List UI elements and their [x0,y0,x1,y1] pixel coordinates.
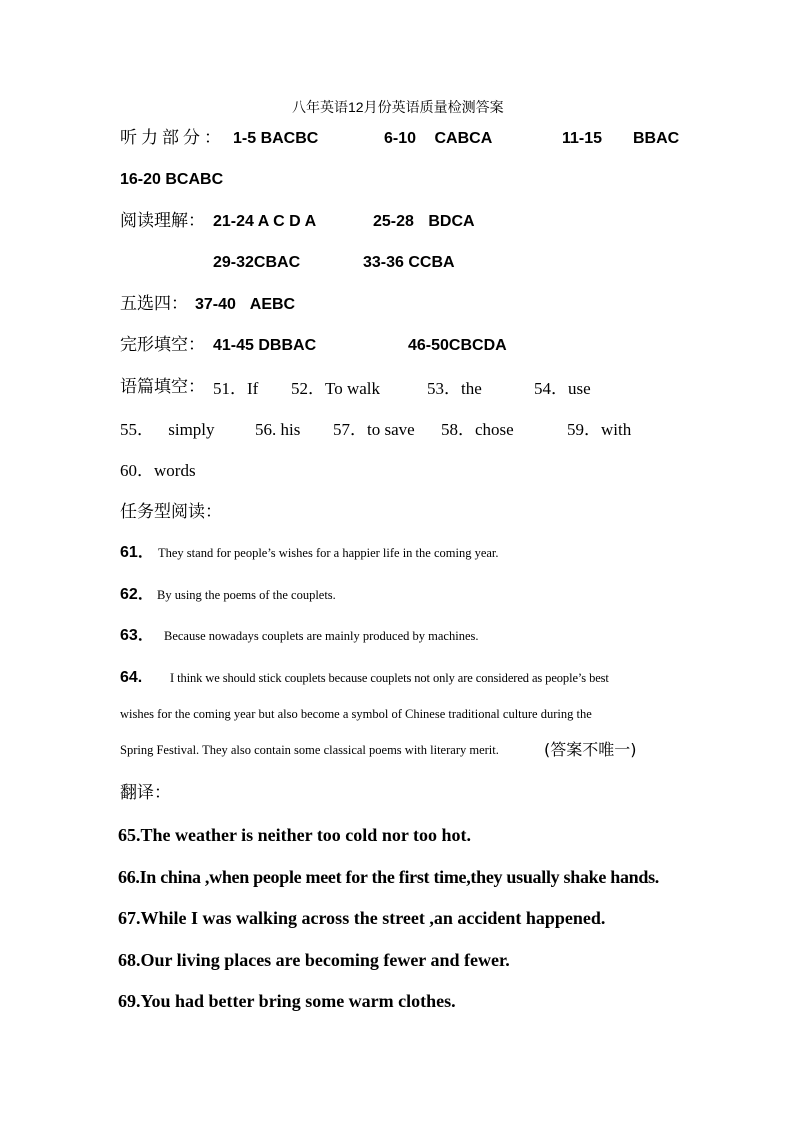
passage-fill-item: 59．with [567,420,632,439]
translation-label: 翻译： [120,783,171,803]
translation-item: 66.In china ,when people meet for the first time,they usually shake hands. [118,867,659,887]
question-number: 62． [120,586,154,603]
task-reading-q64-line3 [0,742,794,762]
reading-group-4: 33-36 CCBA [363,254,455,271]
reading-row-2 [0,255,794,275]
cloze-label: 完形填空： [120,335,205,355]
answer-note: (答案不唯一) [544,740,637,759]
passage-fill-item: 52．To walk [291,379,380,398]
reading-group-1: 21-24 A C D A [213,213,317,230]
answer-text: By using the poems of the couplets. [157,588,336,602]
reading-row-1 [0,213,794,233]
passage-fill-item: 55． simply [120,420,215,439]
listening-row [0,130,794,150]
answer-text: I think we should stick couplets because couplets not only are considered as people’s best [170,671,609,685]
answer-text: Spring Festival. They also contain some classical poems with literary merit. [120,743,499,757]
listening-group-3-answers: BBAC [633,130,680,147]
passage-fill-item: 60．words [120,461,196,480]
question-number: 63． [120,627,154,644]
passage-fill-label: 语篇填空： [120,377,205,397]
listening-group-1: 1-5 BACBC [233,130,319,147]
translation-item: 68.Our living places are becoming fewer and fewer. [118,950,510,970]
question-number: 64. [120,669,143,686]
passage-fill-row-2 [0,421,794,441]
translation-item: 65.The weather is neither too cold nor too hot. [118,825,471,845]
task-reading-q63 [0,628,794,648]
listening-group-4: 16-20 BCABC [120,171,224,188]
translation-item: 69.You had better bring some warm clothes. [118,991,456,1011]
listening-group-3: 11-15 [562,130,603,147]
reading-label: 阅读理解： [120,211,205,231]
reading-group-2: 25-28 BDCA [373,213,475,230]
answer-text: Because nowadays couplets are mainly produced by machines. [164,629,479,643]
passage-fill-row-1 [0,379,794,399]
passage-fill-item: 53．the [427,379,482,398]
task-reading-q64 [0,670,794,690]
seven-five-row [0,296,794,316]
listening-label: 听力部分： [120,128,225,148]
cloze-row [0,337,794,357]
page-title: 八年英语12月份英语质量检测答案 [292,99,504,115]
cloze-group-2: 46-50CBCDA [408,337,507,354]
question-number: 61． [120,544,154,561]
task-reading-label: 任务型阅读： [120,502,222,522]
passage-fill-item: 57．to save [333,420,415,439]
passage-fill-item: 56. his [255,420,301,439]
seven-five-label: 五选四： [120,294,188,314]
passage-fill-item: 58．chose [441,420,514,439]
passage-fill-item: 54．use [534,379,591,398]
answer-text: They stand for people’s wishes for a happier life in the coming year. [158,546,499,560]
task-reading-q62 [0,587,794,607]
listening-group-2: 6-10 CABCA [384,130,493,147]
translation-item: 67.While I was walking across the street ,an accident happened. [118,908,606,928]
passage-fill-item: 51．If [213,379,259,398]
task-reading-q61 [0,545,794,565]
answer-text: wishes for the coming year but also become a symbol of Chinese traditional culture during the [120,707,592,721]
reading-group-3: 29-32CBAC [213,254,301,271]
cloze-group-1: 41-45 DBBAC [213,337,317,354]
seven-five-group-1: 37-40 AEBC [195,296,296,313]
